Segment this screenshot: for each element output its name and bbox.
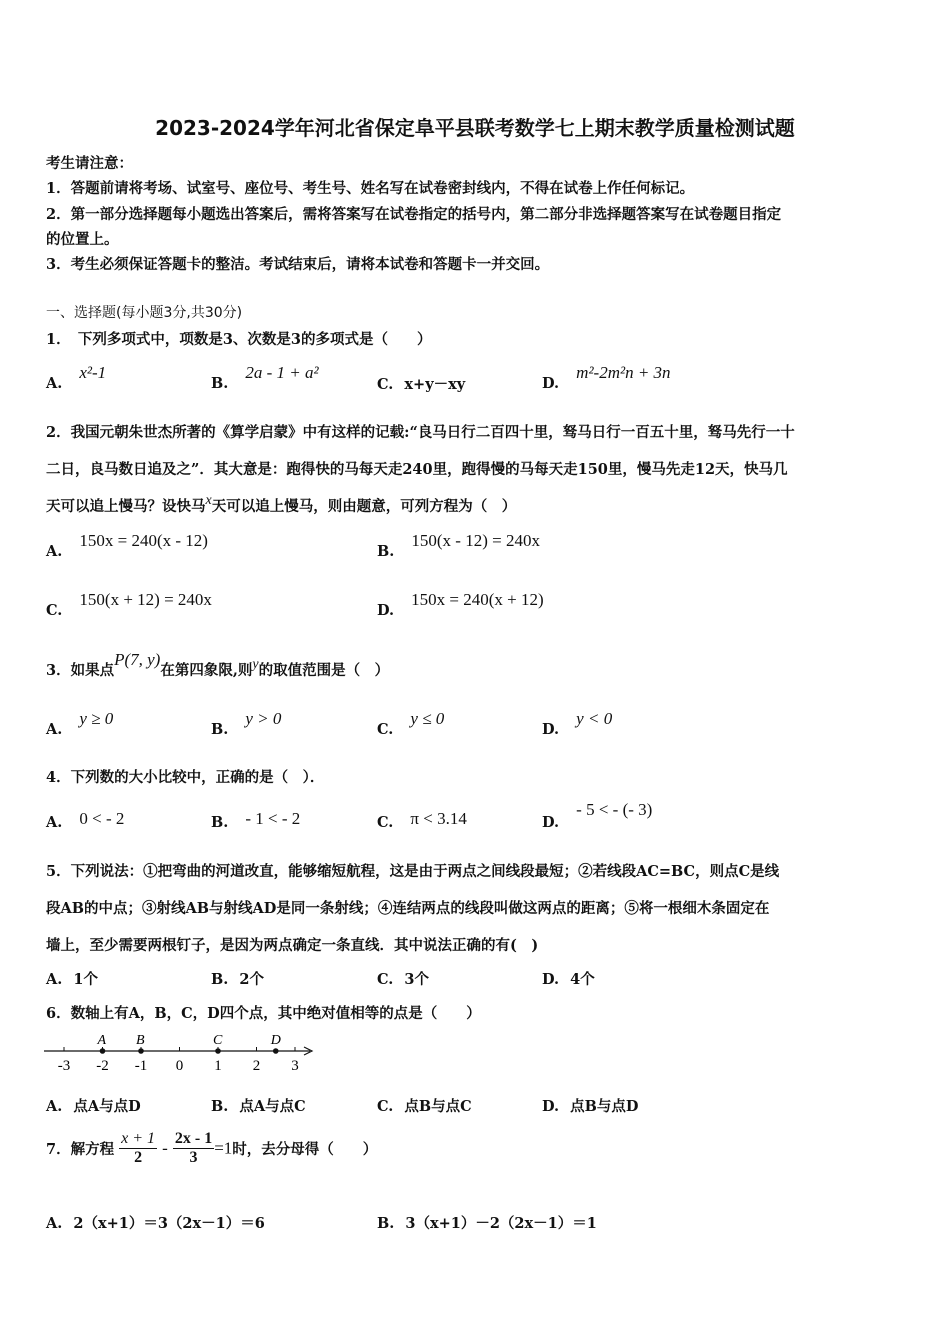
q6-stem: 6．数轴上有A，B，C，D四个点，其中绝对值相等的点是（ ）: [46, 1005, 481, 1022]
q3-stem-a: 3．如果点: [46, 662, 115, 679]
q6-option-a: [46, 1095, 141, 1116]
notice-item-3: 3．考生必须保证答题卡的整洁。考试结束后，请将本试卷和答题卡一并交回。: [46, 256, 550, 273]
option-text: 点B与点C: [404, 1098, 472, 1115]
option-label: C.: [377, 376, 394, 393]
option-math: 0 < - 2: [79, 809, 125, 828]
fraction-denominator: 2: [134, 1149, 143, 1166]
option-label: D.: [377, 602, 395, 619]
option-label: B.: [377, 543, 395, 560]
q2-line-3a: 天可以追上慢马？设快马: [46, 498, 206, 515]
option-math: 150x = 240(x + 12): [411, 590, 544, 609]
option-math: x²-1: [79, 363, 107, 382]
option-text: 点B与点D: [570, 1098, 639, 1115]
option-label: C.: [46, 602, 63, 619]
number-line-tick-label: -2: [96, 1058, 109, 1074]
q6-option-b: [211, 1095, 306, 1116]
q7-option-b: [377, 1212, 597, 1233]
q7-stem-a: 7．解方程: [46, 1141, 115, 1158]
option-label: A.: [46, 814, 63, 831]
option-text: 1个: [73, 971, 98, 988]
q5-line-1: 5．下列说法：①把弯曲的河道改直，能够缩短航程，这是由于两点之间线段最短；②若线段AC=BC，则点C是线: [46, 863, 780, 880]
q3-stem-b: 在第四象限,则: [160, 662, 253, 679]
number-line-point-label: D: [270, 1033, 281, 1048]
fraction-numerator: x + 1: [121, 1130, 156, 1147]
option-label: B.: [211, 375, 229, 392]
number-line-point-a: [100, 1048, 106, 1054]
option-text: 4个: [570, 971, 595, 988]
option-label: A.: [46, 1098, 63, 1115]
option-math: m²-2m²n + 3n: [576, 363, 671, 382]
option-label: A.: [46, 721, 63, 738]
q2-option-c: [46, 590, 212, 620]
q5-option-a: [46, 968, 98, 989]
number-line-tick-label: 3: [291, 1058, 299, 1074]
q3-option-d: [542, 709, 613, 739]
option-label: B.: [211, 721, 229, 738]
section-heading: 一、选择题(每小题3分,共30分): [46, 305, 243, 321]
number-line-point-d: [273, 1048, 279, 1054]
q4-option-a: [46, 809, 125, 832]
option-text: 点A与点D: [73, 1098, 141, 1115]
number-line-tick-label: 0: [175, 1058, 184, 1074]
number-line-point-label: A: [97, 1033, 107, 1048]
option-label: A.: [46, 971, 63, 988]
q3-stem-c: 的取值范围是（ ）: [258, 662, 390, 679]
q6-option-c: [377, 1095, 472, 1116]
q5-option-d: [542, 968, 595, 989]
option-math: π < 3.14: [410, 809, 467, 828]
option-label: D.: [542, 721, 560, 738]
q1-option-c: [377, 373, 465, 394]
q2-option-a: [46, 531, 208, 561]
q7-option-a: [46, 1212, 265, 1233]
page-title: 2023-2024学年河北省保定阜平县联考数学七上期末教学质量检测试题: [155, 116, 795, 140]
option-label: C.: [377, 971, 394, 988]
option-math: 2a - 1 + a²: [245, 363, 319, 382]
option-label: C.: [377, 814, 394, 831]
q5-option-b: [211, 968, 264, 989]
option-text: 2个: [239, 971, 264, 988]
option-text: 3个: [404, 971, 429, 988]
notice-header: 考生请注意：: [46, 155, 133, 172]
q4-option-b: [211, 809, 301, 832]
option-label: D.: [542, 1098, 560, 1115]
q5-line-2: 段AB的中点；③射线AB与射线AD是同一条射线；④连结两点的线段叫做这两点的距离；⑤将一根细木条固定在: [46, 900, 770, 917]
q1-stem: 1． 下列多项式中，项数是3、次数是3的多项式是（ ）: [46, 331, 432, 348]
option-label: D.: [542, 814, 560, 831]
q3-point: P(7, y): [114, 650, 161, 669]
option-label: C.: [377, 1098, 394, 1115]
q1-option-d: [542, 363, 671, 393]
number-line-tick-label: -3: [57, 1058, 71, 1074]
q7-equals: =1: [214, 1138, 233, 1158]
q2-line-3: [46, 495, 516, 516]
option-label: B.: [211, 971, 229, 988]
q7-stem: [46, 1130, 377, 1167]
number-line-point-c: [215, 1048, 221, 1054]
q3-option-b: [211, 709, 282, 739]
q4-stem: 4．下列数的大小比较中，正确的是（ ）．: [46, 769, 325, 786]
q3-stem: [46, 650, 390, 680]
q7-fraction-1: [119, 1130, 157, 1167]
option-math: y > 0: [245, 709, 282, 728]
option-math: y ≥ 0: [79, 709, 114, 728]
notice-item-1: 1．答题前请将考场、试室号、座位号、考生号、姓名写在试卷密封线内，不得在试卷上作任何标记。: [46, 180, 695, 197]
q2-var: x: [205, 493, 212, 508]
notice-item-2-cont: 的位置上。: [46, 231, 119, 248]
number-line-tick-label: -1: [134, 1058, 148, 1074]
q5-option-c: [377, 968, 429, 989]
q2-option-d: [377, 590, 544, 620]
option-text: 2（x+1）＝3（2x－1）＝6: [73, 1215, 265, 1232]
q7-stem-b: 时，去分母得（ ）: [232, 1141, 378, 1158]
q2-option-b: [377, 531, 540, 561]
fraction-numerator: 2x - 1: [174, 1130, 213, 1147]
fraction-denominator: 3: [189, 1149, 198, 1166]
q4-option-c: [377, 809, 467, 832]
option-label: B.: [211, 814, 229, 831]
option-math: 150x = 240(x - 12): [79, 531, 208, 550]
q1-option-b: [211, 363, 319, 393]
number-line-point-label: B: [136, 1033, 145, 1048]
q4-option-d: [542, 800, 653, 832]
option-label: D.: [542, 971, 560, 988]
option-math: y ≤ 0: [410, 709, 445, 728]
number-line-tick-label: 2: [252, 1058, 261, 1074]
q2-line-3b: 天可以追上慢马，则由题意，可列方程为（ ）: [211, 498, 517, 515]
option-label: B.: [377, 1215, 395, 1232]
option-text: x+y－xy: [404, 376, 466, 393]
q1-option-a: [46, 363, 107, 393]
option-text: 点A与点C: [239, 1098, 306, 1115]
option-label: C.: [377, 721, 394, 738]
option-label: A.: [46, 1215, 63, 1232]
option-math: y < 0: [576, 709, 613, 728]
option-label: A.: [46, 543, 63, 560]
q3-option-a: [46, 709, 114, 739]
option-math: 150(x - 12) = 240x: [411, 531, 540, 550]
number-line-tick-label: 1: [214, 1058, 222, 1074]
number-line-point-label: C: [213, 1033, 223, 1048]
q2-line-1: 2．我国元朝朱世杰所著的《算学启蒙》中有这样的记载:“良马日行二百四十里，驽马日行一百五十里，驽马先行一十: [46, 424, 795, 441]
q3-option-c: [377, 709, 445, 739]
q6-option-d: [542, 1095, 639, 1116]
option-label: B.: [211, 1098, 229, 1115]
notice-item-2: 2．第一部分选择题每小题选出答案后，需将答案写在试卷指定的括号内，第二部分非选择题答案写在试卷题目指定: [46, 206, 782, 223]
number-line: [44, 1030, 324, 1075]
number-line-point-b: [138, 1048, 144, 1054]
option-math: - 1 < - 2: [245, 809, 301, 828]
option-math: 150(x + 12) = 240x: [79, 590, 212, 609]
q7-fraction-2: [173, 1130, 214, 1167]
option-text: 3（x+1）－2（2x－1）＝1: [405, 1215, 597, 1232]
q3-var: y: [252, 657, 259, 672]
q7-minus: -: [162, 1138, 168, 1158]
option-label: A.: [46, 375, 63, 392]
option-label: D.: [542, 375, 560, 392]
q5-line-3: 墙上，至少需要两根钉子，是因为两点确定一条直线．其中说法正确的有( ): [46, 937, 539, 954]
q2-line-2: 二日，良马数日追及之”．其大意是：跑得快的马每天走240里，跑得慢的马每天走150里，慢马先走12天，快马几: [46, 461, 788, 478]
option-math: - 5 < - (- 3): [576, 800, 653, 819]
